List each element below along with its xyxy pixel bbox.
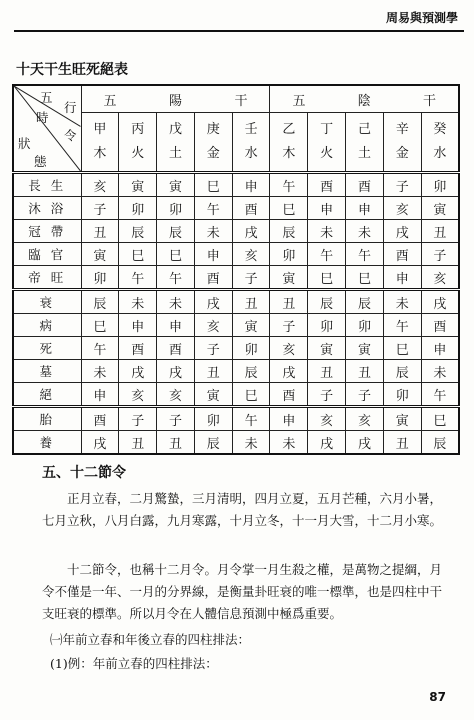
corner-middle: 時 [36, 110, 49, 125]
table-row [13, 243, 459, 266]
branch-cell: 丑 [157, 431, 195, 455]
list-item-example: (1)例：年前立春的四柱排法： [50, 656, 218, 671]
branch-cell: 辰 [119, 220, 157, 243]
yin-group-header [270, 85, 459, 113]
branch-cell: 丑 [194, 360, 232, 383]
yang-group-word: 陽 [168, 93, 182, 109]
stem-header-cell [232, 113, 270, 173]
branch-cell: 卯 [270, 243, 308, 266]
branch-cell: 午 [194, 197, 232, 220]
branch-cell: 辰 [232, 360, 270, 383]
branch-cell: 申 [119, 314, 157, 337]
yang-group-word: 五 [103, 93, 117, 109]
branch-cell: 子 [270, 314, 308, 337]
page-number: 87 [429, 690, 446, 704]
ten-stems-table [12, 84, 460, 455]
branch-cell: 丑 [81, 220, 119, 243]
branch-cell: 戌 [421, 290, 459, 314]
stem-header-cell [119, 113, 157, 173]
branch-cell: 寅 [81, 243, 119, 266]
yin-group-word: 干 [422, 93, 436, 109]
branch-cell: 子 [81, 197, 119, 220]
stem-element: 土 [357, 146, 371, 161]
subsection-title: 五、十二節令 [42, 465, 126, 481]
table-row [13, 197, 459, 220]
branch-cell: 寅 [119, 173, 157, 197]
branch-cell: 酉 [194, 266, 232, 290]
branch-cell: 酉 [81, 407, 119, 431]
stem-element: 水 [433, 146, 447, 161]
branch-cell: 卯 [421, 173, 459, 197]
branch-cell: 子 [232, 266, 270, 290]
branch-cell: 辰 [81, 290, 119, 314]
stem-header-cell [308, 113, 346, 173]
table-row [13, 314, 459, 337]
paragraph-month-command: 十二節令，也稱十二月令。月令掌一月生殺之權，是萬物之提綱，月令不僅是一年、一月的分界線，是衡量卦旺衰的唯一標準，也是四柱中干支旺衰的標準。所以月令在人體信息預測中極爲重要。 [42, 562, 443, 621]
stem-header-cell [383, 113, 421, 173]
branch-cell: 午 [119, 266, 157, 290]
branch-cell: 未 [157, 290, 195, 314]
row-label: 衰 [13, 290, 81, 314]
stem-name: 甲 [93, 122, 107, 137]
branch-cell: 未 [383, 290, 421, 314]
table-row [13, 407, 459, 431]
branch-cell: 寅 [346, 337, 384, 360]
branch-cell: 巳 [119, 243, 157, 266]
branch-cell: 申 [383, 266, 421, 290]
branch-cell: 卯 [194, 407, 232, 431]
corner-right: 行 [64, 100, 77, 115]
branch-cell: 子 [421, 243, 459, 266]
branch-cell: 辰 [421, 431, 459, 455]
branch-cell: 寅 [421, 197, 459, 220]
row-label: 帝 旺 [13, 266, 81, 290]
list-item-heading: ㈠年前立春和年後立春的四柱排法： [50, 632, 251, 647]
branch-cell: 午 [346, 243, 384, 266]
branch-cell: 申 [421, 337, 459, 360]
corner-left: 狀 [18, 136, 31, 151]
branch-cell: 巳 [157, 243, 195, 266]
branch-cell: 辰 [346, 290, 384, 314]
branch-cell: 未 [270, 431, 308, 455]
branch-cell: 申 [194, 243, 232, 266]
stem-element: 水 [244, 146, 258, 161]
branch-cell: 午 [157, 266, 195, 290]
branch-cell: 巳 [194, 173, 232, 197]
branch-cell: 酉 [157, 337, 195, 360]
branch-cell: 申 [308, 197, 346, 220]
branch-cell: 亥 [194, 314, 232, 337]
stem-element: 火 [131, 146, 145, 161]
branch-cell: 戌 [119, 360, 157, 383]
stem-name: 戊 [168, 122, 182, 137]
branch-cell: 酉 [308, 173, 346, 197]
table-row [13, 266, 459, 290]
branch-cell: 亥 [421, 266, 459, 290]
branch-cell: 亥 [119, 383, 157, 407]
branch-cell: 子 [119, 407, 157, 431]
branch-cell: 巳 [81, 314, 119, 337]
stem-element: 土 [168, 146, 182, 161]
table-corner-cell [13, 85, 81, 173]
branch-cell: 辰 [270, 220, 308, 243]
branch-cell: 未 [194, 220, 232, 243]
yang-group-header [81, 85, 270, 113]
branch-cell: 戌 [270, 360, 308, 383]
branch-cell: 戌 [232, 220, 270, 243]
stem-element: 火 [320, 146, 334, 161]
row-label: 病 [13, 314, 81, 337]
corner-bottom: 態 [34, 154, 47, 169]
stem-table-wrapper [12, 84, 460, 455]
branch-cell: 巳 [421, 407, 459, 431]
branch-cell: 酉 [232, 197, 270, 220]
branch-cell: 子 [157, 407, 195, 431]
branch-cell: 未 [119, 290, 157, 314]
branch-cell: 卯 [119, 197, 157, 220]
branch-cell: 巳 [346, 266, 384, 290]
corner-top: 五 [40, 90, 53, 105]
branch-cell: 丑 [232, 290, 270, 314]
branch-cell: 子 [383, 173, 421, 197]
stem-element: 木 [282, 146, 296, 161]
stem-name: 丙 [131, 122, 145, 137]
table-row [13, 337, 459, 360]
branch-cell: 辰 [383, 360, 421, 383]
branch-cell: 午 [81, 337, 119, 360]
stem-name: 己 [357, 122, 371, 137]
branch-cell: 卯 [81, 266, 119, 290]
branch-cell: 子 [194, 337, 232, 360]
branch-cell: 戌 [383, 220, 421, 243]
branch-cell: 亥 [308, 407, 346, 431]
branch-cell: 巳 [270, 197, 308, 220]
stem-name: 辛 [395, 122, 409, 137]
stem-header-cell [157, 113, 195, 173]
row-label: 臨 官 [13, 243, 81, 266]
branch-cell: 子 [346, 383, 384, 407]
branch-cell: 酉 [383, 243, 421, 266]
branch-cell: 申 [157, 314, 195, 337]
paragraph-solar-terms: 正月立春，二月驚蟄，三月清明，四月立夏，五月芒種，六月小暑，七月立秋，八月白露，九月寒露，十月立冬，十一月大雪，十二月小寒。 [42, 491, 443, 528]
branch-cell: 戌 [346, 431, 384, 455]
row-label: 墓 [13, 360, 81, 383]
stem-element: 木 [93, 146, 107, 161]
branch-cell: 戌 [308, 431, 346, 455]
branch-cell: 丑 [383, 431, 421, 455]
table-row [13, 220, 459, 243]
branch-cell: 未 [346, 220, 384, 243]
stem-header-cell [194, 113, 232, 173]
yin-group-word: 陰 [357, 93, 371, 109]
branch-cell: 亥 [81, 173, 119, 197]
table-row [13, 173, 459, 197]
yang-group-word: 干 [234, 93, 248, 109]
stem-header-cell [421, 113, 459, 173]
branch-cell: 卯 [346, 314, 384, 337]
branch-cell: 卯 [383, 383, 421, 407]
branch-cell: 亥 [270, 337, 308, 360]
branch-cell: 寅 [308, 337, 346, 360]
branch-cell: 辰 [308, 290, 346, 314]
branch-cell: 巳 [383, 337, 421, 360]
stem-name: 庚 [206, 122, 220, 137]
row-label: 死 [13, 337, 81, 360]
branch-cell: 寅 [157, 173, 195, 197]
stem-header-cell [346, 113, 384, 173]
row-label: 長 生 [13, 173, 81, 197]
branch-cell: 卯 [157, 197, 195, 220]
branch-cell: 酉 [270, 383, 308, 407]
branch-cell: 未 [421, 360, 459, 383]
table-row [13, 290, 459, 314]
row-label: 養 [13, 431, 81, 455]
branch-cell: 戌 [157, 360, 195, 383]
section-title: 十天干生旺死絕表 [16, 62, 128, 78]
branch-cell: 寅 [232, 314, 270, 337]
stem-name: 丁 [320, 122, 334, 137]
branch-cell: 丑 [119, 431, 157, 455]
stem-element: 金 [206, 146, 220, 161]
branch-cell: 午 [270, 173, 308, 197]
branch-cell: 卯 [232, 337, 270, 360]
branch-cell: 午 [383, 314, 421, 337]
row-label: 冠 帶 [13, 220, 81, 243]
branch-cell: 亥 [383, 197, 421, 220]
row-label: 絕 [13, 383, 81, 407]
branch-cell: 酉 [421, 314, 459, 337]
table-row [13, 360, 459, 383]
branch-cell: 丑 [421, 220, 459, 243]
branch-cell: 未 [81, 360, 119, 383]
branch-cell: 寅 [194, 383, 232, 407]
branch-cell: 酉 [119, 337, 157, 360]
running-head: 周易與預測學 [385, 11, 458, 25]
branch-cell: 亥 [232, 243, 270, 266]
stem-header-cell [270, 113, 308, 173]
branch-cell: 亥 [157, 383, 195, 407]
branch-cell: 丑 [346, 360, 384, 383]
table-row [13, 431, 459, 455]
branch-cell: 丑 [270, 290, 308, 314]
branch-cell: 巳 [308, 266, 346, 290]
stem-name: 乙 [282, 122, 296, 137]
yin-group-word: 五 [292, 93, 306, 109]
branch-cell: 辰 [194, 431, 232, 455]
stem-element: 金 [395, 146, 409, 161]
header-rule [14, 30, 464, 32]
stem-header-cell [81, 113, 119, 173]
branch-cell: 寅 [383, 407, 421, 431]
branch-cell: 申 [270, 407, 308, 431]
branch-cell: 午 [232, 407, 270, 431]
branch-cell: 未 [308, 220, 346, 243]
row-label: 胎 [13, 407, 81, 431]
branch-cell: 申 [346, 197, 384, 220]
branch-cell: 申 [81, 383, 119, 407]
stem-name: 壬 [244, 122, 258, 137]
branch-cell: 申 [232, 173, 270, 197]
branch-cell: 戌 [81, 431, 119, 455]
branch-cell: 丑 [308, 360, 346, 383]
branch-cell: 亥 [346, 407, 384, 431]
branch-cell: 未 [232, 431, 270, 455]
branch-cell: 辰 [157, 220, 195, 243]
branch-cell: 子 [308, 383, 346, 407]
stem-name: 癸 [433, 122, 447, 137]
row-label: 沐 浴 [13, 197, 81, 220]
branch-cell: 午 [421, 383, 459, 407]
branch-cell: 酉 [346, 173, 384, 197]
corner-ling: 令 [64, 128, 77, 143]
branch-cell: 卯 [308, 314, 346, 337]
branch-cell: 戌 [194, 290, 232, 314]
branch-cell: 巳 [232, 383, 270, 407]
branch-cell: 午 [308, 243, 346, 266]
table-row [13, 383, 459, 407]
branch-cell: 寅 [270, 266, 308, 290]
